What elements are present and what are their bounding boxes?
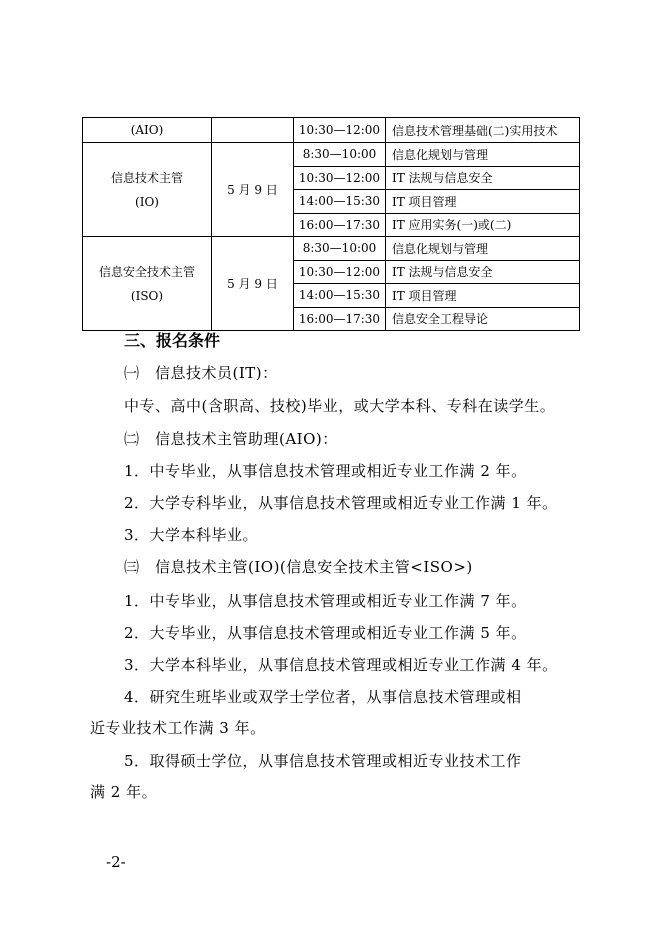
time-cell: 14:00—15:30 — [294, 190, 386, 214]
exam-schedule-table — [82, 117, 580, 331]
io-item-continued: 满 2 年。 — [90, 783, 158, 801]
level-code: (ISO) — [130, 288, 164, 303]
subject-cell: IT 法规与信息安全 — [386, 166, 580, 190]
io-subheading: ㈢ 信息技术主管(IO)(信息安全技术主管<ISO>) — [124, 558, 473, 576]
io-item: 5．取得硕士学位，从事信息技术管理或相近专业技术工作 — [124, 752, 522, 770]
io-item: 1．中专毕业，从事信息技术管理或相近专业工作满 7 年。 — [124, 592, 527, 610]
io-item: 2．大专毕业，从事信息技术管理或相近专业工作满 5 年。 — [124, 624, 527, 642]
aio-subheading: ㈡ 信息技术主管助理(AIO)： — [124, 430, 338, 448]
aio-item: 3．大学本科毕业。 — [124, 526, 259, 544]
time-cell: 16:00—17:30 — [294, 307, 386, 331]
subject-cell: IT 项目管理 — [386, 190, 580, 214]
it-requirement: 中专、高中(含职高、技校)毕业，或大学本科、专科在读学生。 — [124, 397, 556, 415]
level-cell — [83, 143, 212, 237]
time-cell: 8:30—10:00 — [294, 143, 386, 167]
section-heading: 三、报名条件 — [124, 331, 221, 350]
time-cell: 14:00—15:30 — [294, 284, 386, 308]
subject-cell: 信息化规划与管理 — [386, 143, 580, 167]
table-row — [83, 143, 580, 167]
it-subheading: ㈠ 信息技术员(IT)： — [124, 364, 278, 382]
level-name: 信息技术主管 — [110, 170, 183, 185]
aio-item: 2．大学专科毕业，从事信息技术管理或相近专业工作满 1 年。 — [124, 494, 558, 512]
subject-cell: 信息安全工程导论 — [386, 307, 580, 331]
date-cell: 5 月 9 日 — [212, 143, 294, 237]
table-row — [83, 237, 580, 261]
time-cell: 10:30—12:00 — [294, 166, 386, 190]
level-name: 信息安全技术主管 — [98, 264, 195, 279]
time-cell: 8:30—10:00 — [294, 237, 386, 261]
level-code: (IO) — [135, 194, 159, 209]
level-cell: (AIO) — [83, 118, 212, 143]
io-item: 4．研究生班毕业或双学士学位者，从事信息技术管理或相 — [124, 688, 522, 706]
time-cell: 10:30—12:00 — [294, 118, 386, 143]
time-cell: 16:00—17:30 — [294, 213, 386, 237]
level-cell — [83, 237, 212, 331]
subject-cell: IT 法规与信息安全 — [386, 260, 580, 284]
io-item-continued: 近专业技术工作满 3 年。 — [90, 719, 266, 737]
date-cell: 5 月 9 日 — [212, 237, 294, 331]
aio-item: 1．中专毕业，从事信息技术管理或相近专业工作满 2 年。 — [124, 462, 527, 480]
subject-cell: 信息技术管理基础(二)实用技术 — [386, 118, 580, 143]
subject-cell: IT 应用实务(一)或(二) — [386, 213, 580, 237]
subject-cell: IT 项目管理 — [386, 284, 580, 308]
page-number: -2- — [106, 853, 126, 871]
time-cell: 10:30—12:00 — [294, 260, 386, 284]
table-row — [83, 118, 580, 143]
subject-cell: 信息化规划与管理 — [386, 237, 580, 261]
date-cell — [212, 118, 294, 143]
io-item: 3．大学本科毕业，从事信息技术管理或相近专业工作满 4 年。 — [124, 656, 558, 674]
